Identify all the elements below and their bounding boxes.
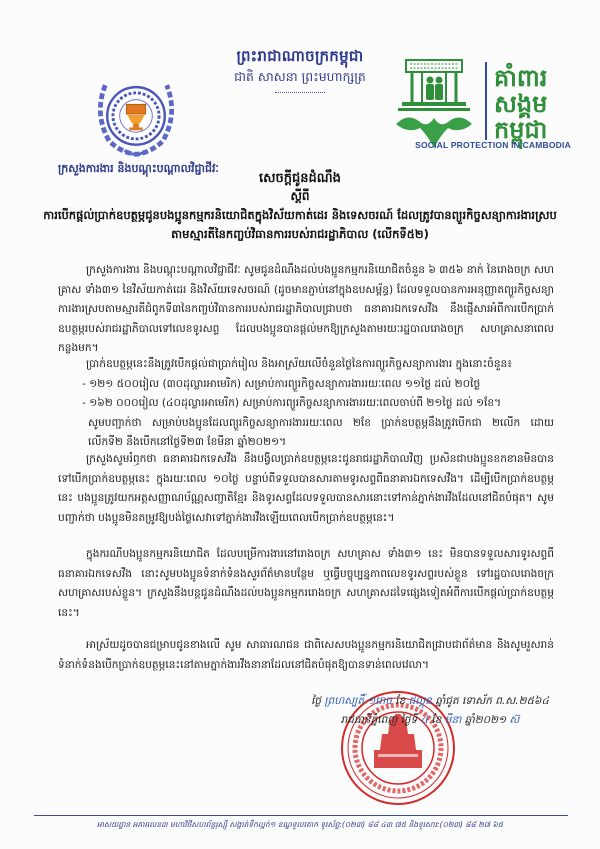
body-paragraph-1 bbox=[58, 261, 554, 359]
ministry-name: ក្រសួងការងារ និងបណ្តុះបណ្តាលវិជ្ជាជីវៈ bbox=[58, 162, 219, 175]
svg-text:កម្ពុជា: កម្ពុជា bbox=[494, 116, 548, 144]
handwritten-lunar-day: ព្រហស្បតិ៍ ១រោច bbox=[324, 695, 392, 707]
kingdom-motto: ជាតិ សាសនា ព្រះមហាក្សត្រ bbox=[234, 69, 366, 84]
svg-text:គាំពារ: គាំពារ bbox=[494, 64, 548, 92]
social-protection-caption: SOCIAL PROTECTION IN CAMBODIA bbox=[415, 140, 571, 150]
ministry-emblem-icon bbox=[88, 66, 184, 162]
lunar-month-label: ខែ bbox=[395, 695, 406, 707]
body-paragraph-5 bbox=[58, 636, 554, 675]
paragraph-note: សូមបញ្ជាក់ថា សម្រាប់បងប្អូនដែលព្យួរកិច្ចសន្យាការងាររយៈពេល ២ខែ ប្រាក់ឧបត្ថម្ភនឹងត្រូវបើកជា ២លើក ដោយលើកទី២ នឹងបើកនៅថ្ងៃទី២៣ ខែមីនា ឆ្នាំ២០២១។ bbox=[88, 416, 554, 448]
list-item: - ១៦២ ០០០រៀល (៤០ដុល្លារអាមេរិក) សម្រាប់ការព្យួរកិច្ចសន្យាការងាររយៈពេលចាប់ពី ២១ថ្ងៃ ដល់ ១ខែ។ bbox=[82, 397, 502, 409]
body-paragraph-3 bbox=[58, 450, 554, 528]
handwritten-lunar-month: ផល្គុន bbox=[408, 695, 432, 707]
solar-date bbox=[270, 711, 590, 730]
kingdom-heading bbox=[205, 46, 395, 94]
paragraph-text: អាស្រ័យដូចបានជម្រាបជូនខាងលើ សូម សាធារណជន ជាពិសេសបងប្អូនកម្មករនិយោជិតជ្រាបជាព័ត៌មាន និងសូមរួសរាន់ទំនាក់ទំនងបើកប្រាក់ឧបត្ថម្ភនេះនៅតាមភ្នាក់ងារវីងនានាដែលនៅជិតបំផុតឱ្យបានទាន់ពេលវេលា។ bbox=[58, 639, 554, 671]
footer-divider bbox=[34, 815, 568, 816]
solar-prefix: រាជធានីភ្នំពេញ ថ្ងៃទី bbox=[340, 714, 418, 726]
paragraph-text: ក្រសួងការងារ និងបណ្តុះបណ្តាលវិជ្ជាជីវៈ សូមជូនដំណឹងដល់បងប្អូនកម្មករនិយោជិតចំនួន ៦ ៣៥៦ នាក់ នៃរោងចក្រ សហគ្រាស ទាំង៣១ នៃវិស័យកាត់ដេរ និងវិស័យទេសចរណ៍ (ដូចមានភ្ជាប់នៅក្នុងឧបសម្ព័ន្ធ) ដែលទទួលបានការអនុញ្ញាតព្យួរកិច្ចសន្យាការងារស្របតាមស្មារតីជំពូកទី៣នៃកញ្ចប់វិធានការរបស់រាជរដ្ឋាភិបាលជ្រាបថា ធនាគារឯកទេសវីង នឹងផ្ញើសារអំពីការបើកប្រាក់ឧបត្ថម្ភរបស់រាជរដ្ឋាភិបាលទៅលេខទូរសព្ទ ដែលបងប្អូនបានផ្តល់មកឱ្យក្រសួងតាមរយៈរដ្ឋបាលរោងចក្រ សហគ្រាសនាពេលកន្លងមក។ bbox=[58, 264, 554, 354]
notice-subject-label: ស្តីពី bbox=[290, 189, 310, 203]
notice-subject: ការបើកផ្តល់ប្រាក់ឧបត្ថម្ភជូនបងប្អូនកម្មករនិយោជិតក្នុងវិស័យកាត់ដេរ និងទេសចរណ៍ ដែលត្រូវបានព្យួរកិច្ចសន្យាការងារស្របតាមស្មារតីនៃកញ្ចប់វិធានការរបស់រាជរដ្ឋាភិបាល (លើកទី៥២) bbox=[43, 208, 557, 241]
footer-address: អាសយដ្ឋាន អគារលេខ៣ មហាវិថីសហព័ន្ធរុស្ស៊ី សង្កាត់ទឹកល្អក់១ ខណ្ឌទួលគោក ទូរស័ព្ទ:(០២៣) ៨៨ ៤៣ ៧៥ និងទូរសារ:(០២៣) ៨៨ ២៧ ៦៥ bbox=[96, 820, 504, 829]
paragraph-lead: ប្រាក់ឧបត្ថម្ភនេះនឹងត្រូវបើកផ្តល់ជាប្រាក់រៀល និងអាស្រ័យលើចំនួនថ្ងៃនៃការព្យួរកិច្ចសន្យាការងារ ក្នុងនោះចំនួន៖ bbox=[86, 358, 512, 370]
handwritten-solar-day: ៤ bbox=[420, 714, 429, 726]
handwritten-solar-month: មីនា bbox=[444, 714, 462, 726]
body-paragraph-4 bbox=[58, 545, 554, 623]
date-block bbox=[270, 692, 590, 730]
paragraph-text: ក្រសួងសូមរំឭកថា ធនាគារឯកទេសវីង នឹងបង្វិលប្រាក់ឧបត្ថម្ភនេះជូនរាជរដ្ឋាភិបាលវិញ ប្រសិនជាបងប្អូនខកខានមិនបានទៅបើកប្រាក់ឧបត្ថម្ភនេះ ក្នុងរយៈពេល ១០ថ្ងៃ បន្ទាប់ពីទទួលបានសារតាមទូរសព្ទពីធនាគារឯកទេសវីង។ ដើម្បីបើកប្រាក់ឧបត្ថម្ភនេះ បងប្អូនត្រូវយកអត្តសញ្ញាណប័ណ្ណសញ្ជាតិខ្មែរ និងទូរសព្ទដែលទទួលបានសារនោះទៅកាន់ភ្នាក់ងារវីងដែលនៅជិតបំផុត។ សូមបញ្ជាក់ថា បងប្អូនមិនតម្រូវឱ្យបង់ថ្លៃសេវាទៅភ្នាក់ងារវីងឡើយពេលបើកប្រាក់ឧបត្ថម្ភនេះ។ bbox=[58, 453, 554, 524]
lunar-suffix: ឆ្នាំជូត ទោស័ក ព.ស.២៥៦៤ bbox=[435, 695, 549, 707]
signature-initials: ស៊ bbox=[509, 714, 520, 726]
kingdom-title: ព្រះរាជាណាចក្រកម្ពុជា bbox=[236, 47, 364, 65]
svg-text:សង្គម: សង្គម bbox=[494, 90, 548, 118]
lunar-prefix: ថ្ងៃ bbox=[311, 695, 322, 707]
paragraph-text: ក្នុងករណីបងប្អូនកម្មករនិយោជិត ដែលបម្រើការងារនៅរោងចក្រ សហគ្រាស ទាំង៣១ នេះ មិនបានទទួលសារទូរសព្ទពីធនាគារឯកទេសវីង នោះសូមបងប្អូនទំនាក់ទំនងសួរព័ត៌មានបន្ថែម ឬធ្វើបច្ចុប្បន្នភាពលេខទូរសព្ទរបស់ខ្លួន ទៅរដ្ឋបាលរោងចក្រ សហគ្រាសរបស់ខ្លួន។ ក្រសួងនឹងបន្តជូនដំណឹងដល់បងប្អូនកម្មកររោងចក្រ សហគ្រាសដទៃផ្សេងទៀតអំពីការបើកផ្តល់ប្រាក់ឧបត្ថម្ភនេះ។ bbox=[58, 548, 554, 619]
body-paragraph-2 bbox=[58, 355, 554, 453]
ornament-divider bbox=[275, 92, 325, 94]
solar-month-label: ខែ bbox=[431, 714, 442, 726]
notice-title: សេចក្តីជូនដំណឹង bbox=[259, 171, 341, 186]
solar-year: ឆ្នាំ២០២១ bbox=[464, 714, 507, 726]
lunar-date bbox=[270, 692, 590, 711]
list-item: - ១២១ ៥០០រៀល (៣០ដុល្លារអាមេរិក) សម្រាប់ការព្យួរកិច្ចសន្យាការងាររយៈពេល ១១ថ្ងៃ ដល់ ២០ថ្ងៃ bbox=[82, 377, 481, 390]
